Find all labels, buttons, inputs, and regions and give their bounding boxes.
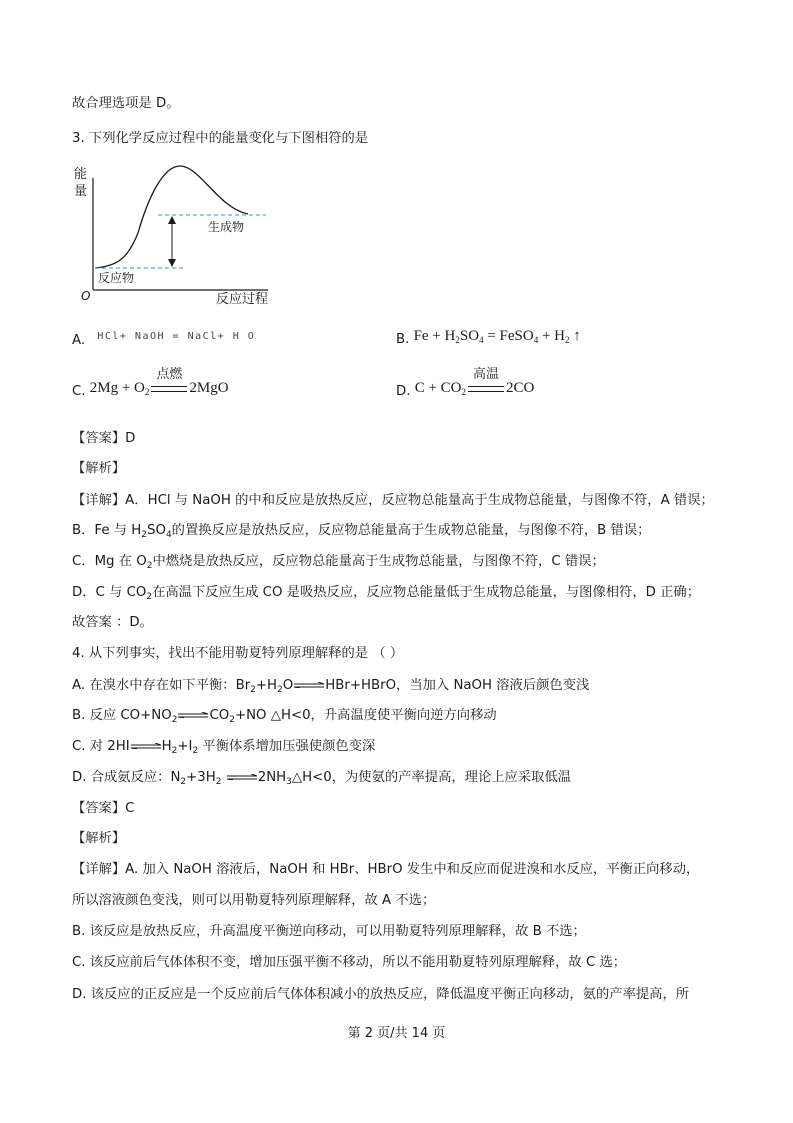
detail-4-a: 【详解】A. 加入 NaOH 溶液后，NaOH 和 HBr、HBrO 发生中和反应而促进溴和水反应，平衡正向移动， <box>72 862 700 877</box>
reactant-label: 反应物 <box>98 271 135 285</box>
equation-d: $C + CO_2$ 高温 2CO <box>414 367 535 397</box>
option-b: B. $Fe + H_2SO_4$ = FeSO$_4$ + $H_2$ ↑ <box>396 328 581 347</box>
answer-3: 【答案】D <box>72 431 136 446</box>
option-d: D. $C + CO_2$ 高温 2CO <box>396 367 535 399</box>
equilibrium-arrow <box>294 682 324 688</box>
question-3: 3. 下列化学反应过程中的能量变化与下图相符的是 <box>72 131 369 146</box>
arrow-head-up <box>168 216 176 224</box>
equation-a: HCl+ NaOH = NaCl+ H O <box>97 331 256 342</box>
detail-4-a-cont: 所以溶液颜色变浅，则可以用勒夏特列原理解释，故 A 不选； <box>72 893 436 908</box>
equation-b: $Fe + H_2SO_4$ = FeSO$_4$ + $H_2$ ↑ <box>413 328 581 345</box>
x-axis-label: 反应过程 <box>216 292 269 307</box>
detail-3-b: B．Fe 与 $H_2SO_4$的置换反应是放热反应，反应物总能量高于生成物总能量，与图像不符，B 错误； <box>72 523 651 540</box>
question-4-option-d: D. 合成氨反应：$N_2+3H_2$ $2NH_3\triangle H<0$，为使氨的产率提高，理论上应采取低温 <box>72 770 572 787</box>
page-footer: 第 2 页/共 14 页 <box>347 1026 446 1041</box>
detail-3-d: D．C 与 $CO_2$在高温下反应生成 CO 是吸热反应，反应物总能量低于生成物总能量，与图像相符，D 正确； <box>72 585 701 602</box>
option-a: A. $^{HCl+ NaOH = NaCl+ H O}$ <box>72 331 256 348</box>
energy-diagram <box>68 158 288 308</box>
product-label: 生成物 <box>208 220 245 234</box>
question-4-option-b: B. 反应 $CO+NO_2$ $CO_2+NO$ △H<0，升高温度使平衡向逆方向移动 <box>72 708 497 725</box>
analysis-3: 【解析】 <box>72 461 126 476</box>
detail-3-c: C．Mg 在 $O_2$中燃烧是放热反应，反应物总能量高于生成物总能量，与图像不符，C 错误； <box>72 554 605 571</box>
detail-3-conclusion: 故答案 ：D。 <box>72 615 153 630</box>
equilibrium-arrow <box>131 743 161 749</box>
text-line: 故合理选项是 D。 <box>72 96 180 111</box>
origin-label: O <box>81 289 91 303</box>
detail-4-b: B. 该反应是放热反应，升高温度平衡逆向移动，可以用勒夏特列原理解释，故 B 不选； <box>72 924 586 939</box>
question-4: 4. 从下列事实，找出不能用勒夏特列原理解释的是 （ ） <box>72 646 404 661</box>
equilibrium-arrow <box>227 774 257 780</box>
analysis-4: 【解析】 <box>72 831 126 846</box>
answer-4: 【答案】C <box>72 801 135 816</box>
arrow-head-down <box>168 259 176 267</box>
question-4-option-a: A. 在溴水中存在如下平衡：$Br_2+H_2O$ HBr+HBrO，当加入 NaOH 溶液后颜色变浅 <box>72 678 590 695</box>
equilibrium-arrow <box>178 712 208 718</box>
equation-c: $2Mg + O_2$ 点燃 2MgO <box>89 367 229 397</box>
question-4-option-c: C. 对 2HI $H_2+I_2$ 平衡体系增加压强使颜色变深 <box>72 739 376 756</box>
detail-4-c: C. 该反应前后气体体积不变，增加压强平衡不移动，所以不能用勒夏特列原理解释，故 C 选； <box>72 955 627 970</box>
option-c: C. $2Mg + O_2$ 点燃 2MgO <box>72 367 229 399</box>
detail-3-a: 【详解】A．HCl 与 NaOH 的中和反应是放热反应，反应物总能量高于生成物总能量，与图像不符，A 错误； <box>72 493 714 508</box>
detail-4-d: D. 该反应的正反应是一个反应前后气体体积减小的放热反应，降低温度平衡正向移动，氨的产率提高，所 <box>72 987 690 1002</box>
y-axis-label-1: 能 <box>74 167 88 182</box>
y-axis-label-2: 量 <box>74 184 88 199</box>
